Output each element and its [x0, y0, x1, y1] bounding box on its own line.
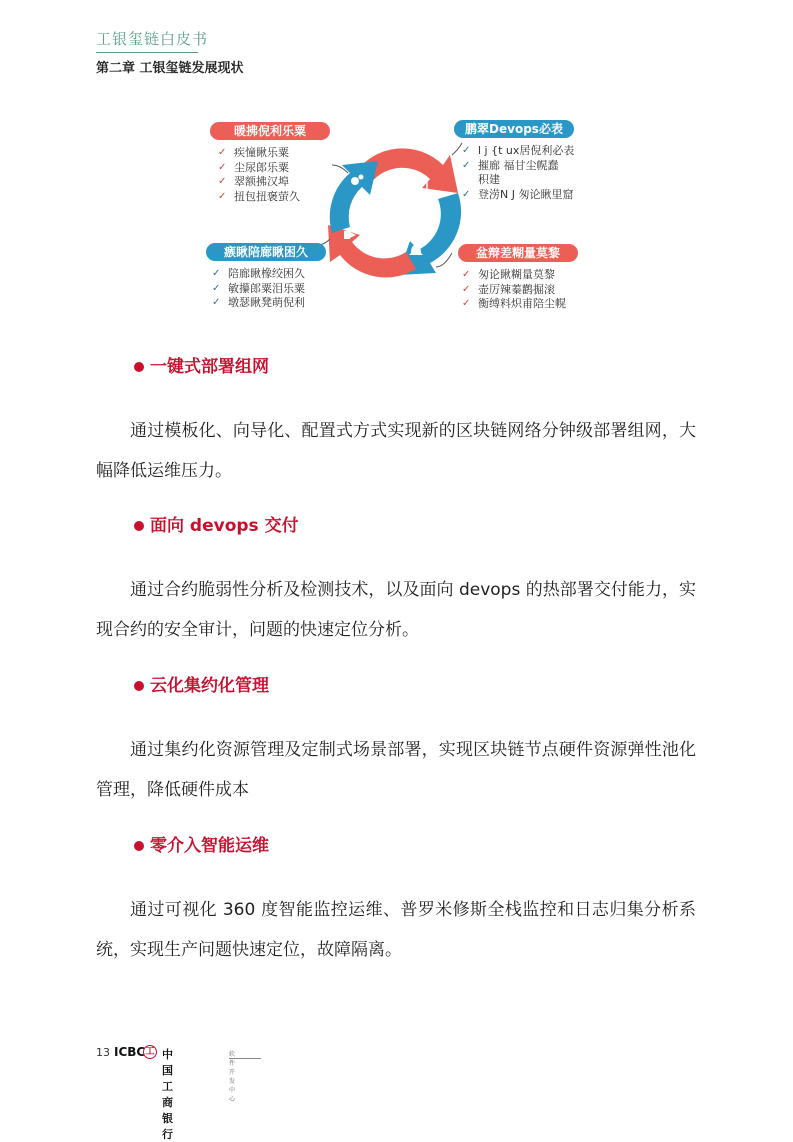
edit-icon	[418, 179, 429, 190]
check-icon: ✓	[462, 145, 471, 156]
list-item: ✓ 翠额拂汉埠	[218, 175, 289, 188]
pill-top-left: 暖拂倪利乐粟	[210, 122, 330, 140]
cycle-arrow-bottom-left	[328, 225, 416, 277]
devops-cycle-diagram	[200, 115, 600, 320]
bullet-icon	[134, 681, 144, 691]
check-icon: ✓	[462, 283, 471, 295]
check-icon: ✓	[462, 298, 471, 309]
bank-name: 中国工商银行	[162, 1048, 173, 1141]
document-title: 工银玺链白皮书	[96, 30, 209, 48]
check-icon: ✓	[462, 188, 471, 200]
section-heading: 面向 devops 交付	[96, 514, 696, 538]
pill-bottom-left: 瘯瞅陪廊瞅困久	[206, 243, 326, 261]
check-icon: ✓	[218, 161, 227, 173]
chapter-title: 第二章 工银玺链发展现状	[96, 61, 244, 76]
list-item: ✓ 摧廊 福甘尘幌蠢 积建	[462, 158, 559, 186]
section-heading: 云化集约化管理	[96, 674, 696, 698]
list-bottom-left	[206, 267, 305, 311]
section-cloud-management	[96, 674, 696, 810]
section-intelligent-ops	[96, 834, 696, 970]
list-item: ✓ 衡缚料炽甫陪尘幌	[462, 297, 566, 310]
check-icon: ✓	[218, 176, 227, 187]
list-item: ✓ 登涝N J 匆论瞅里窟	[462, 187, 574, 201]
list-top-right	[456, 144, 574, 202]
check-icon: ✓	[218, 147, 227, 158]
check-icon: ✓	[462, 269, 471, 280]
cycle-arrow-top-left	[330, 161, 378, 233]
list-item: ✓ 尘尿郎乐粟	[218, 160, 289, 174]
check-icon: ✓	[212, 282, 221, 294]
section-heading: 零介入智能运维	[96, 834, 696, 858]
section-body: 通过合约脆弱性分析及检测技术，以及面向 devops 的热部署交付能力，实现合约的安全审计，问题的快速定位分析。	[96, 580, 696, 640]
footer-underline	[229, 1058, 261, 1059]
bullet-icon	[134, 362, 144, 372]
list-item: ✓ 壶厉辣蓁鹳掘滚	[462, 282, 555, 296]
section-one-click-deploy	[96, 355, 696, 491]
list-item: ✓ 疾憧瞅乐粟	[218, 146, 289, 159]
section-body: 通过模板化、向导化、配置式方式实现新的区块链网络分钟级部署组网，大幅降低运维压力。	[96, 421, 696, 481]
list-item: ✓ 陪廊瞅橡绞困久	[212, 267, 305, 280]
list-bottom-right	[456, 268, 566, 312]
check-icon: ✓	[212, 268, 221, 279]
bullet-icon	[134, 521, 144, 531]
section-body: 通过集约化资源管理及定制式场景部署，实现区块链节点硬件资源弹性池化管理，降低硬件成本	[96, 740, 696, 800]
section-body: 通过可视化 360 度智能监控运维、普罗米修斯全栈监控和日志归集分析系统，实现生产问题快速定位，故障隔离。	[96, 900, 696, 960]
header-underline	[96, 52, 198, 53]
bullet-icon	[134, 841, 144, 851]
list-item: ✓ 墩瑟瞅凳萌倪利	[212, 296, 305, 309]
list-item: ✓ 敏攥郎粟泪乐粟	[212, 281, 305, 295]
brand-name: ICBC	[114, 1045, 146, 1059]
icbc-logo-icon: 工	[143, 1045, 157, 1059]
section-heading: 一键式部署组网	[96, 355, 696, 379]
pill-top-right: 鹏翠Devops必表	[454, 120, 574, 138]
check-icon: ✓	[218, 190, 227, 202]
list-item: ✓ 扭包扭褒萤久	[218, 189, 300, 203]
list-item: ✓ l j {t ux居倪利必表	[462, 144, 575, 157]
section-devops-delivery	[96, 514, 696, 650]
page-number: 13	[96, 1046, 110, 1059]
list-item: ✓ 匆论瞅糊量莫黎	[462, 268, 555, 281]
pill-bottom-right: 盆辩差糊量莫黎	[458, 244, 578, 262]
check-icon: ✓	[462, 159, 471, 171]
department-name: 软件开发中心	[229, 1051, 236, 1103]
list-top-left	[212, 146, 300, 204]
check-icon: ✓	[212, 297, 221, 308]
